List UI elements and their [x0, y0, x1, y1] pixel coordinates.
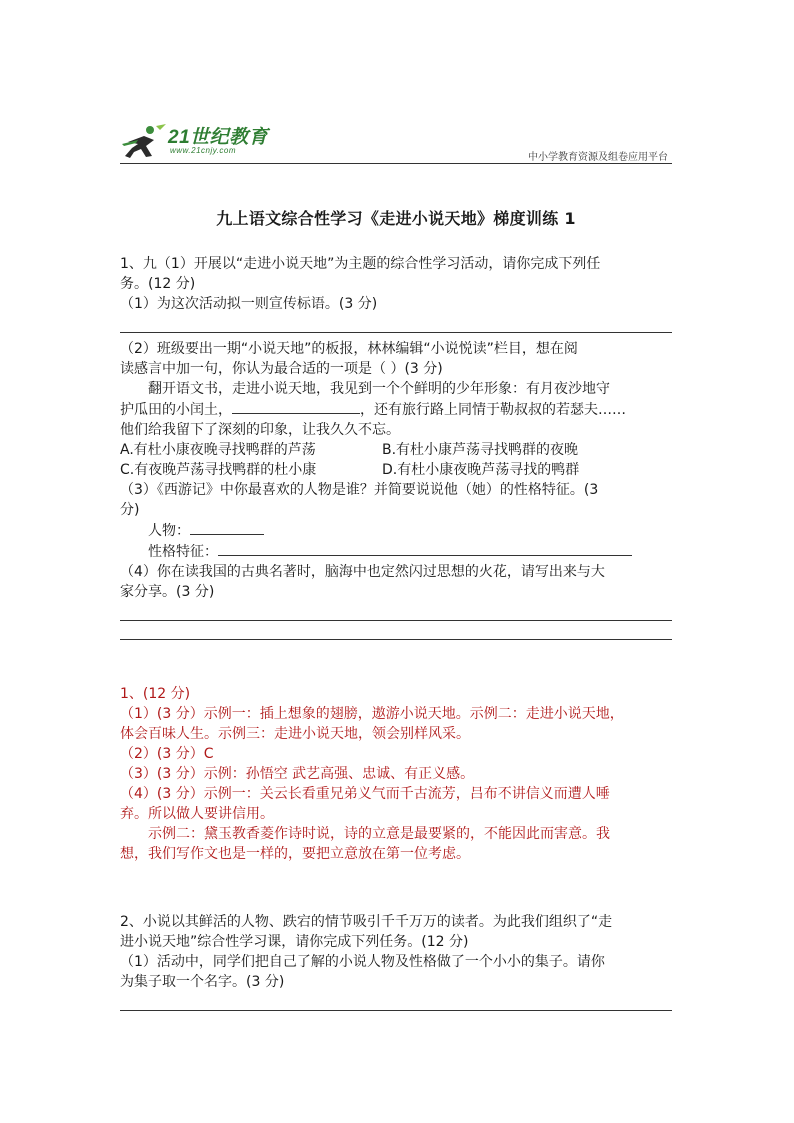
logo: [120, 122, 270, 162]
answer-line-text: 弃。所以做人要讲信用。: [120, 806, 274, 822]
q1-stem: 1、九（1）开展以“走进小说天地”为主题的综合性学习活动，请你完成下列任: [120, 256, 601, 272]
answer-line-text: （3）(3 分）示例：孙悟空 武艺高强、忠诚、有正义感。: [120, 766, 475, 782]
person-row: [120, 520, 672, 541]
q1-stem: 务。(12 分): [120, 276, 196, 292]
person-label: 人物：: [148, 523, 190, 539]
answer-line-text: 想，我们写作文也是一样的，要把立意放在第一位考虑。: [120, 846, 470, 862]
option-a[interactable]: A.有杜小康夜晚寻找鸭群的芦荡: [120, 442, 316, 458]
page-header: [120, 120, 672, 166]
q1-sub2: 读感言中加一句，你认为最合适的一项是（ ）(3 分): [120, 361, 443, 377]
page-title: 九上语文综合性学习《走进小说天地》梯度训练 1: [216, 209, 576, 228]
q1-sub4: 家分享。(3 分): [120, 584, 215, 600]
q1-passage: [120, 399, 672, 420]
option-c[interactable]: C.有夜晚芦荡寻找鸭群的杜小康: [120, 462, 317, 478]
q2-sub1: 为集子取一个名字。(3 分): [120, 974, 285, 990]
q1-sub3: （3）《西游记》中你最喜欢的人物是谁？并简要说说他（她）的性格特征。(3: [120, 482, 599, 498]
person-field[interactable]: [190, 520, 264, 535]
answer-line-text: （2）(3 分）C: [120, 746, 214, 762]
question-2: [120, 912, 672, 1017]
logo-url: www.21cnjy.com: [170, 146, 236, 155]
option-d[interactable]: D.有杜小康夜晚芦荡寻找的鸭群: [382, 462, 580, 478]
q1-sub1: （1）为这次活动拟一则宣传标语。(3 分): [120, 296, 378, 312]
answer-line[interactable]: [120, 320, 672, 333]
answer-line-text: （4）(3 分）示例一：关云长看重兄弟义气而千古流芳，吕布不讲信义而遭人唾: [120, 786, 610, 802]
q1-passage: 翻开语文书，走进小说天地，我见到一个个鲜明的少年形象：有月夜沙地守: [148, 381, 610, 397]
q1-passage: 他们给我留下了深刻的印象，让我久久不忘。: [120, 422, 400, 438]
q1-options: [120, 440, 672, 460]
q2-sub1: （1）活动中，同学们把自己了解的小说人物及性格做了一个小小的集子。请你: [120, 954, 605, 970]
runner-logo-icon: [120, 122, 168, 162]
logo-text: 21世纪教育: [168, 127, 269, 148]
trait-label: 性格特征：: [148, 544, 218, 560]
passage-text: ，还有旅行路上同情于勒叔叔的若瑟夫……: [360, 402, 626, 418]
trait-field[interactable]: [218, 541, 632, 556]
header-divider: [120, 163, 672, 164]
answer-line-text: （1）(3 分）示例一：插上想象的翅膀，遨游小说天地。示例二：走进小说天地，: [120, 706, 624, 722]
q1-options: [120, 460, 672, 480]
platform-name: 中小学教育资源及组卷应用平台: [528, 152, 668, 163]
q1-sub4: （4）你在读我国的古典名著时，脑海中也定然闪过思想的火花，请写出来与大: [120, 564, 605, 580]
passage-text: 护瓜田的小闰土，: [120, 402, 232, 418]
answer-line-text: 体会百味人生。示例三：走进小说天地，领会别样风采。: [120, 726, 470, 742]
q2-stem: 进小说天地”综合性学习课，请你完成下列任务。(12 分): [120, 934, 469, 950]
option-b[interactable]: B.有杜小康芦荡寻找鸭群的夜晚: [382, 442, 579, 458]
q1-sub2: （2）班级要出一期“小说天地”的板报，林林编辑“小说悦读”栏目，想在阅: [120, 341, 578, 357]
q2-stem: 2、小说以其鲜活的人物、跌宕的情节吸引千千万万的读者。为此我们组织了“走: [120, 914, 613, 930]
question-1: [120, 254, 672, 646]
trait-row: [120, 541, 672, 562]
answer-1: [120, 684, 672, 864]
answer-line[interactable]: [120, 627, 672, 640]
answer-line-text: 示例二：黛玉教香菱作诗时说，诗的立意是最要紧的，不能因此而害意。我: [148, 826, 610, 842]
answer-line-text: 1、(12 分): [120, 686, 191, 702]
blank-field[interactable]: [232, 399, 360, 414]
answer-line[interactable]: [120, 608, 672, 621]
answer-line[interactable]: [120, 998, 672, 1011]
q1-sub3: 分): [120, 502, 140, 518]
